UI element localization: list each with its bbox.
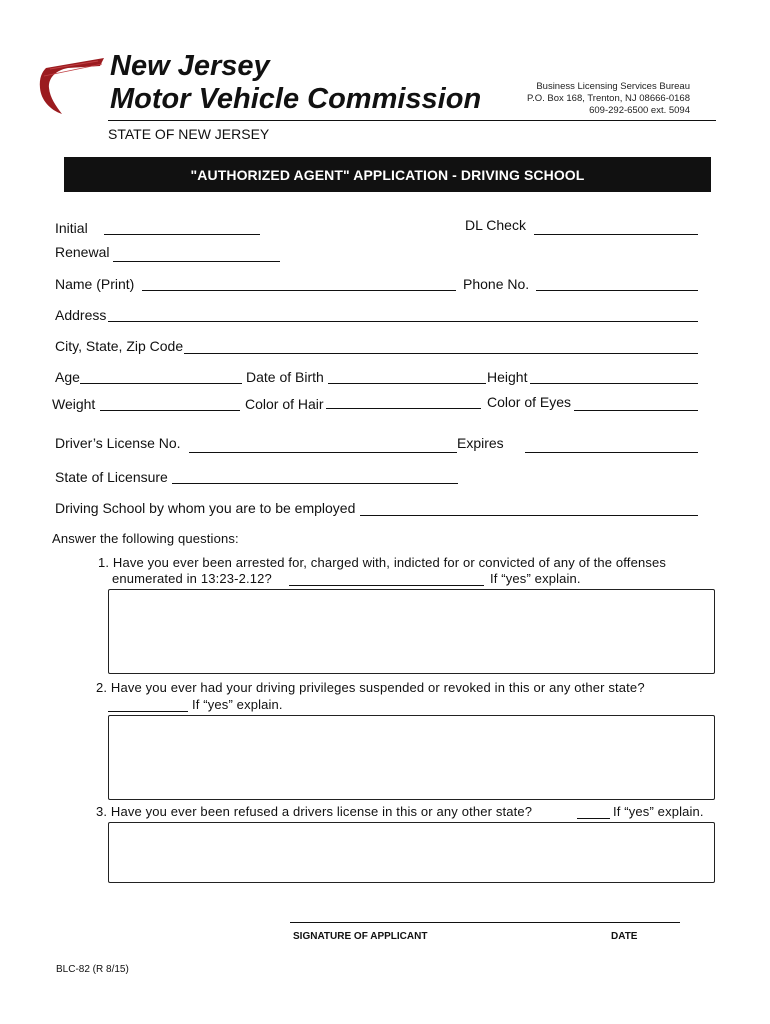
license-no-field[interactable] — [189, 452, 457, 453]
date-label: DATE — [611, 931, 638, 942]
state-label: STATE OF NEW JERSEY — [108, 126, 270, 142]
phone-field[interactable] — [536, 290, 698, 291]
renewal-field[interactable] — [113, 261, 280, 262]
driving-school-field[interactable] — [360, 515, 698, 516]
address-label: Address — [55, 307, 107, 323]
question-3-text: 3. Have you ever been refused a drivers license in this or any other state? — [96, 804, 533, 819]
org-name-line1: New Jersey — [110, 50, 270, 82]
license-no-label: Driver’s License No. — [55, 435, 181, 451]
form-title-banner — [64, 157, 711, 192]
form-title: "AUTHORIZED AGENT" APPLICATION - DRIVING SCHOOL — [190, 166, 585, 183]
weight-field[interactable] — [100, 410, 240, 411]
phone-label: Phone No. — [463, 276, 530, 292]
age-field[interactable] — [80, 383, 242, 384]
state-licensure-label: State of Licensure — [55, 469, 168, 485]
org-name-line2: Motor Vehicle Commission — [110, 83, 482, 115]
question-1-explain-label: If “yes” explain. — [490, 571, 581, 586]
hair-color-field[interactable] — [326, 408, 481, 409]
initial-field[interactable] — [104, 234, 260, 235]
state-licensure-field[interactable] — [172, 483, 458, 484]
question-3-answer-field[interactable] — [577, 818, 610, 819]
initial-label: Initial — [55, 220, 88, 236]
bureau-po-box: P.O. Box 168, Trenton, NJ 08666-0168 — [526, 93, 690, 104]
hair-color-label: Color of Hair — [245, 396, 324, 412]
expires-field[interactable] — [525, 452, 698, 453]
expires-label: Expires — [457, 435, 504, 451]
bureau-name: Business Licensing Services Bureau — [536, 81, 690, 92]
name-field[interactable] — [142, 290, 456, 291]
question-3-explanation-box[interactable] — [108, 822, 715, 883]
age-label: Age — [55, 369, 80, 385]
dl-check-label: DL Check — [465, 217, 526, 233]
question-2-text: 2. Have you ever had your driving privileges suspended or revoked in this or any other state? — [96, 680, 645, 695]
city-state-zip-field[interactable] — [184, 353, 698, 354]
city-state-zip-label: City, State, Zip Code — [55, 338, 184, 354]
dob-field[interactable] — [328, 383, 486, 384]
questions-intro: Answer the following questions: — [52, 531, 239, 546]
weight-label: Weight — [52, 396, 96, 412]
question-2-explanation-box[interactable] — [108, 715, 715, 800]
question-3-explain-label: If “yes” explain. — [613, 804, 704, 819]
nj-state-logo-icon — [38, 54, 108, 116]
address-field[interactable] — [108, 321, 698, 322]
dob-label: Date of Birth — [246, 369, 324, 385]
bureau-phone: 609-292-6500 ext. 5094 — [589, 105, 690, 116]
question-2-answer-field[interactable] — [108, 711, 188, 712]
signature-line[interactable] — [290, 922, 680, 923]
driving-school-label: Driving School by whom you are to be employed — [55, 500, 356, 516]
signature-label: SIGNATURE OF APPLICANT — [293, 931, 428, 942]
bureau-address — [527, 81, 690, 117]
question-1-explanation-box[interactable] — [108, 589, 715, 674]
header-divider — [108, 120, 716, 121]
height-label: Height — [487, 369, 528, 385]
question-1-text-continued: enumerated in 13:23-2.12? — [112, 571, 272, 586]
question-1-text: 1. Have you ever been arrested for, charged with, indicted for or convicted of any of the offenses — [98, 555, 667, 570]
dl-check-field[interactable] — [534, 234, 698, 235]
eye-color-field[interactable] — [574, 410, 698, 411]
question-2-explain-label: If “yes” explain. — [192, 697, 283, 712]
height-field[interactable] — [530, 383, 698, 384]
question-1-answer-field[interactable] — [289, 585, 484, 586]
renewal-label: Renewal — [55, 244, 110, 260]
form-number: BLC-82 (R 8/15) — [56, 964, 129, 975]
eye-color-label: Color of Eyes — [487, 394, 572, 410]
name-label: Name (Print) — [55, 276, 135, 292]
